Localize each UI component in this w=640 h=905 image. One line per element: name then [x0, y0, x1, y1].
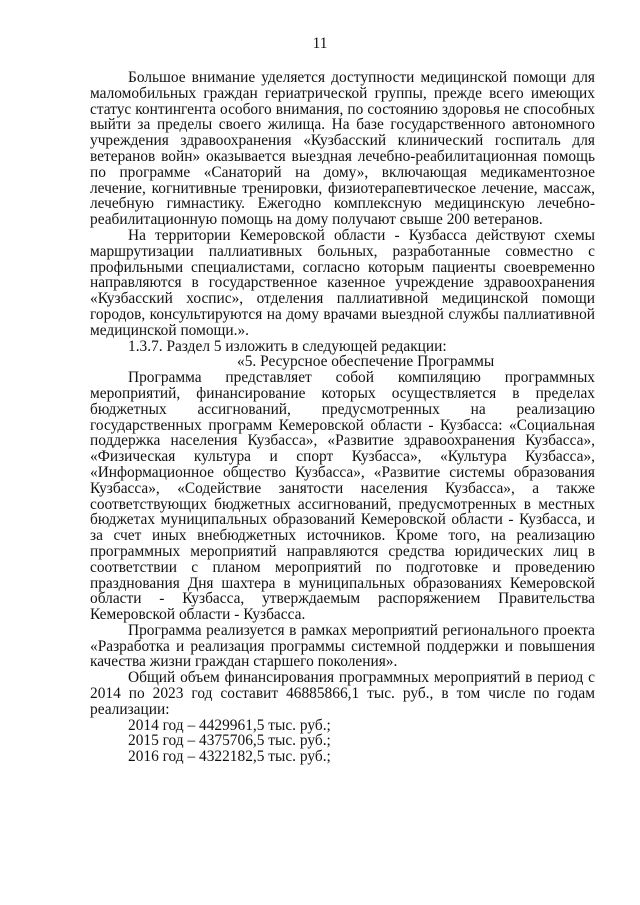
- paragraph-geriatric-care: Большое внимание уделяется доступности медицинской помощи для маломобильных граждан гериатрической группы, прежде всего имеющих статус контингента особого внимания, по состоянию здоровья не способных выйти за пределы своего жилища. На базе государственного автономного учреждения здравоохранения «Кузбасский клинический госпиталь для ветеранов войн» оказывается выездная лечебно-реабилитационная помощь по программе «Санаторий на дому», включающая медикаментозное лечение, когнитивные тренировки, физиотерапевтическое лечение, массаж, лечебную гимнастику. Ежегодно комплексную медицинскую лечебно-реабилитационную помощь на дому получают свыше 200 ветеранов.: [90, 69, 595, 229]
- funding-year-2014: 2014 год – 4429961,5 тыс. руб.;: [128, 716, 331, 734]
- funding-year-2015: 2015 год – 4375706,5 тыс. руб.;: [128, 732, 331, 750]
- document-body: [90, 70, 595, 765]
- paragraph-program-funding-sources: Программа представляет собой компиляцию программных мероприятий, финансирование которых осуществляется в пределах бюджетных ассигнований, предусмотренных на реализацию государственных программ Кемеровской области - Кузбасса: «Социальная поддержка населения Кузбасса», «Развитие здравоохранения Кузбасса», «Физическая культура и спорт Кузбасса», «Культура Кузбасса», «Информационное общество Кузбасса», «Развитие системы образования Кузбасса», «Содействие занятости населения Кузбасса», а также соответствующих бюджетных ассигнований, предусмотренных в местных бюджетах муниципальных образований Кемеровской области - Кузбасса, и за счет иных внебюджетных источников. Кроме того, на реализацию программных мероприятий направляются средства юридических лиц в соответствии с планом мероприятий по подготовке и проведению празднования Дня шахтера в муниципальных образованиях Кемеровской области - Кузбасса, утверждаемым распоряжением Правительства Кемеровской области - Кузбасса.: [90, 369, 595, 624]
- paragraph-regional-project: Программа реализуется в рамках мероприятий регионального проекта «Разработка и реализация программы системной поддержки и повышения качества жизни граждан старшего поколения».: [90, 621, 595, 671]
- funding-year-2016: 2016 год – 4322182,5 тыс. руб.;: [128, 748, 331, 766]
- page-number: 11: [312, 35, 328, 52]
- section-heading: «5. Ресурсное обеспечение Программы: [237, 353, 495, 371]
- paragraph-palliative-routing: На территории Кемеровской области - Кузбасса действуют схемы маршрутизации паллиативных больных, разработанные совместно с профильными специалистами, согласно которым пациенты своевременно направляются в государственное казенное учреждение здравоохранения «Кузбасский хоспис», отделения паллиативной медицинской помощи городов, консультируются на дому врачами выездной службы паллиативной медицинской помощи.».: [90, 226, 595, 339]
- paragraph-amendment-intro: 1.3.7. Раздел 5 изложить в следующей редакции:: [128, 337, 447, 355]
- paragraph-total-funding: Общий объем финансирования программных мероприятий в период с 2014 по 2023 год составит 46885866,1 тыс. руб., в том числе по годам реализации:: [90, 669, 595, 718]
